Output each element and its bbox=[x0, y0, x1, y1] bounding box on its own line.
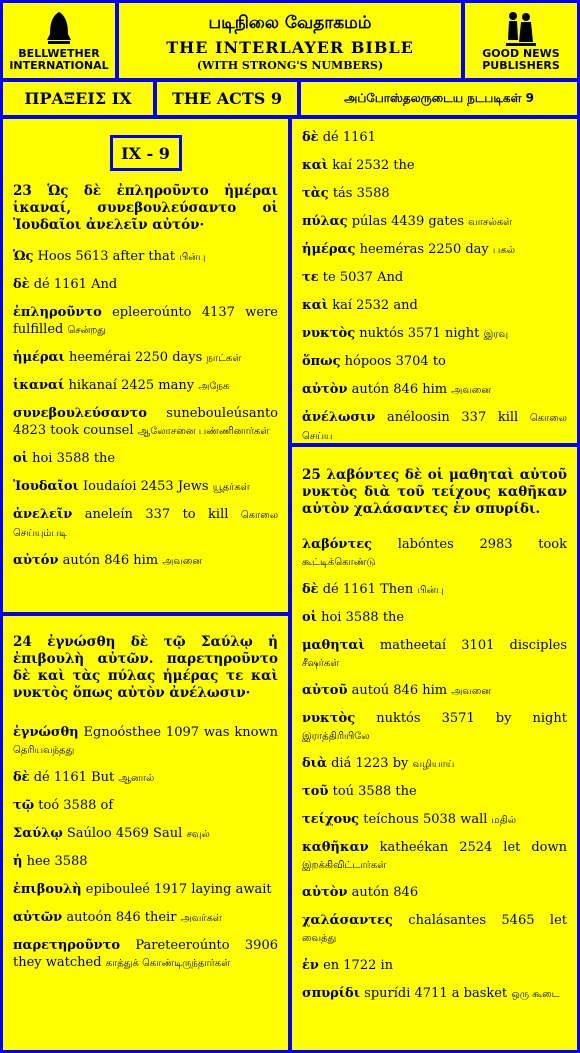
word-entry bbox=[302, 839, 567, 874]
greek-word: δὲ bbox=[13, 770, 30, 785]
transliteration: aneleín 337 to kill bbox=[84, 507, 229, 522]
word-entry bbox=[13, 853, 278, 871]
greek-word: ἐπιβουλὴ bbox=[13, 882, 82, 897]
transliteration: katheékan 2524 let down bbox=[379, 840, 567, 855]
transliteration: toó 3588 of bbox=[38, 798, 114, 813]
transliteration: Egnoósthee 1097 was known bbox=[83, 725, 278, 740]
greek-word: Ἰουδαῖοι bbox=[13, 479, 79, 494]
subtitle: (WITH STRONG'S NUMBERS) bbox=[196, 59, 384, 72]
verse-23-panel bbox=[3, 119, 288, 612]
greek-word: οἱ bbox=[302, 610, 317, 625]
verse-23-entries bbox=[13, 248, 278, 570]
word-entry bbox=[13, 478, 278, 496]
word-entry bbox=[302, 325, 567, 343]
word-entry bbox=[302, 269, 567, 287]
transliteration: matheetaí 3101 disciples bbox=[379, 638, 567, 653]
transliteration: nuktós 3571 by night bbox=[376, 711, 567, 726]
greek-word: ἀνέλωσιν bbox=[302, 410, 376, 425]
transliteration: dé 1161 But bbox=[33, 770, 115, 785]
greek-word: δὲ bbox=[13, 277, 30, 292]
transliteration: epibouleé 1917 laying await bbox=[85, 882, 272, 897]
greek-word: ἐγνώσθη bbox=[13, 725, 79, 740]
word-entry bbox=[302, 536, 567, 571]
transliteration: kaí 2532 and bbox=[332, 298, 418, 313]
word-entry bbox=[302, 213, 567, 231]
transliteration: autón 846 bbox=[351, 885, 419, 900]
greek-word: ἐπληροῦντο bbox=[13, 305, 102, 320]
greek-word: Σαύλῳ bbox=[13, 826, 63, 841]
greek-word: αὐτὸν bbox=[302, 885, 348, 900]
transliteration: te 5037 And bbox=[322, 270, 404, 285]
tamil-gloss: பகல் bbox=[492, 245, 516, 256]
word-entry bbox=[13, 276, 278, 294]
transliteration: autón 846 him bbox=[62, 553, 159, 568]
tamil-gloss: இறக்கிவிட்டார்கள் bbox=[302, 860, 387, 871]
transliteration: suneboulеúsanto 4823 took counsel bbox=[13, 406, 278, 438]
tamil-gloss: பின்பு bbox=[417, 585, 444, 596]
verse-23-text: 23 Ὡς δὲ ἐπληροῦντο ἡμέραι ἱκαναί, συνεβουλεύσαντο οἱ Ἰουδαῖοι ἀνελεῖν αὐτόν· bbox=[13, 183, 278, 233]
tamil-book-title: அப்போஸ்தலருடைய நடபடிகள் 9 bbox=[301, 82, 577, 115]
word-entry bbox=[302, 811, 567, 829]
english-title: THE INTERLAYER BIBLE bbox=[166, 38, 414, 57]
tamil-gloss: சவுல் bbox=[186, 829, 210, 840]
greek-word: ἐν bbox=[302, 958, 319, 973]
verse-25-entries bbox=[302, 536, 567, 1003]
greek-word: οἱ bbox=[13, 451, 28, 466]
transliteration: epleeroúnto 4137 were fulfilled bbox=[13, 305, 278, 337]
word-entry bbox=[13, 304, 278, 339]
word-entry bbox=[13, 506, 278, 542]
figures-icon bbox=[504, 10, 538, 48]
tamil-gloss: பின்பு bbox=[179, 252, 206, 263]
greek-word: Ὡς bbox=[13, 249, 34, 264]
transliteration: toú 3588 the bbox=[332, 784, 417, 799]
word-entry bbox=[302, 129, 567, 147]
greek-word: αὐτῶν bbox=[13, 910, 63, 925]
transliteration: tás 3588 bbox=[332, 186, 390, 201]
tamil-gloss: கொலை செய்யும்படி bbox=[13, 510, 279, 539]
transliteration: dé 1161 Then bbox=[322, 582, 414, 597]
word-entry bbox=[13, 450, 278, 468]
tamil-gloss: இரவு bbox=[483, 329, 509, 340]
tamil-gloss: கொலை செய்ய bbox=[302, 413, 567, 442]
tamil-gloss: அவனை bbox=[451, 385, 492, 396]
transliteration: heeméras 2250 day bbox=[359, 242, 489, 257]
word-entry bbox=[302, 381, 567, 399]
transliteration: teíchous 5038 wall bbox=[363, 812, 488, 827]
greek-word: αὐτοῦ bbox=[302, 683, 348, 698]
word-entry bbox=[13, 248, 278, 266]
verse-24-entries bbox=[13, 724, 278, 972]
transliteration: chalásantes 5465 let bbox=[408, 913, 567, 928]
tamil-gloss: மதில் bbox=[491, 815, 517, 826]
greek-word: ὅπως bbox=[302, 354, 341, 369]
greek-word: τῷ bbox=[13, 798, 35, 813]
transliteration: Saúloo 4569 Saul bbox=[66, 826, 183, 841]
transliteration: Ioudaíoi 2453 Jews bbox=[82, 479, 209, 494]
word-entry bbox=[302, 755, 567, 773]
bell-icon bbox=[44, 10, 74, 48]
word-entry bbox=[302, 985, 567, 1003]
transliteration: heemérai 2250 days bbox=[68, 350, 203, 365]
word-entry bbox=[302, 957, 567, 975]
verse-24-text: 24 ἐγνώσθη δὲ τῷ Σαύλῳ ἡ ἐπιβουλὴ αὐτῶν. παρετηροῦντο δὲ καὶ τὰς πύλας ἡμέρας τε καὶ νυκτὸς ὅπως αὐτὸν ἀνέλωσιν· bbox=[13, 634, 278, 701]
left-logo-line1: BELLWETHER bbox=[18, 46, 100, 60]
tamil-gloss: காத்துக் கொண்டிருந்தார்கள் bbox=[105, 958, 231, 969]
transliteration: anéloosin 337 kill bbox=[386, 410, 519, 425]
tamil-gloss: அவனை bbox=[451, 686, 492, 697]
transliteration: diá 1223 by bbox=[331, 756, 409, 771]
word-entry bbox=[13, 881, 278, 899]
greek-word: συνεβουλεύσαντο bbox=[13, 406, 147, 421]
transliteration: nuktós 3571 night bbox=[359, 326, 480, 341]
transliteration: púlas 4439 gates bbox=[351, 214, 465, 229]
word-entry bbox=[302, 884, 567, 902]
greek-word: τὰς bbox=[302, 186, 329, 201]
transliteration: Pareteeroúnto 3906 they watched bbox=[13, 938, 278, 970]
tamil-gloss: சீஷர்கள் bbox=[302, 658, 340, 669]
transliteration: dé 1161 bbox=[322, 130, 376, 145]
greek-word: διὰ bbox=[302, 756, 327, 771]
greek-word: πύλας bbox=[302, 214, 348, 229]
transliteration: hoi 3588 the bbox=[321, 610, 405, 625]
word-entry bbox=[302, 185, 567, 203]
word-entry bbox=[13, 405, 278, 440]
chapter-label: IX - 9 bbox=[110, 135, 182, 171]
word-entry bbox=[13, 349, 278, 367]
tamil-gloss: அவர்கள் bbox=[180, 913, 222, 924]
greek-word: μαθηταὶ bbox=[302, 638, 365, 653]
transliteration: autón 846 him bbox=[351, 382, 448, 397]
english-book-title: THE ACTS 9 bbox=[157, 82, 297, 115]
word-entry bbox=[13, 552, 278, 570]
word-entry bbox=[302, 637, 567, 672]
transliteration: autoón 846 their bbox=[66, 910, 177, 925]
good-news-logo bbox=[465, 3, 577, 78]
word-entry bbox=[302, 297, 567, 315]
greek-word: νυκτὸς bbox=[302, 711, 356, 726]
word-entry bbox=[302, 783, 567, 801]
greek-book-title: ΠΡΑΞΕΙΣ IX bbox=[3, 82, 153, 115]
greek-word: ἡ bbox=[13, 854, 23, 869]
greek-word: τε bbox=[302, 270, 319, 285]
greek-word: καὶ bbox=[302, 158, 329, 173]
word-entry bbox=[13, 825, 278, 843]
verse-24-panel bbox=[3, 616, 288, 1050]
transliteration: autoú 846 him bbox=[351, 683, 448, 698]
tamil-gloss: இராத்திரியிலே bbox=[302, 731, 370, 742]
verse-24-continued-panel bbox=[292, 119, 577, 443]
tamil-gloss: கூட்டிக்கொண்டு bbox=[302, 557, 376, 568]
greek-word: καὶ bbox=[302, 298, 329, 313]
verse-24-continued-entries bbox=[302, 129, 567, 445]
transliteration: en 1722 in bbox=[323, 958, 394, 973]
word-entry bbox=[13, 724, 278, 759]
verse-25-panel bbox=[292, 447, 577, 1050]
word-entry bbox=[302, 353, 567, 371]
tamil-gloss: யூதர்கள் bbox=[212, 482, 250, 493]
word-entry bbox=[13, 909, 278, 927]
greek-word: τείχους bbox=[302, 812, 360, 827]
tamil-gloss: நாட்கள் bbox=[206, 353, 242, 364]
word-entry bbox=[13, 769, 278, 787]
word-entry bbox=[13, 797, 278, 815]
right-logo-line2: PUBLISHERS bbox=[482, 58, 560, 72]
transliteration: Hoos 5613 after that bbox=[37, 249, 176, 264]
transliteration: hoi 3588 the bbox=[32, 451, 116, 466]
word-entry bbox=[302, 609, 567, 627]
tamil-gloss: வைத்து bbox=[302, 933, 337, 944]
greek-word: χαλάσαντες bbox=[302, 913, 393, 928]
tamil-gloss: அநேக bbox=[198, 381, 230, 392]
word-entry bbox=[302, 682, 567, 700]
right-logo-line1: GOOD NEWS bbox=[482, 46, 560, 60]
greek-word: αὐτόν bbox=[13, 553, 59, 568]
title-block bbox=[119, 3, 461, 78]
greek-word: ἡμέραι bbox=[13, 350, 65, 365]
greek-word: λαβόντες bbox=[302, 537, 373, 552]
greek-word: ἱκαναί bbox=[13, 378, 65, 393]
greek-word: παρετηροῦντο bbox=[13, 938, 121, 953]
transliteration: hópoos 3704 to bbox=[344, 354, 446, 369]
tamil-gloss: ஆனால் bbox=[118, 773, 155, 784]
greek-word: ἀνελεῖν bbox=[13, 507, 73, 522]
tamil-gloss: சென்றது bbox=[67, 325, 106, 336]
greek-word: αὐτὸν bbox=[302, 382, 348, 397]
word-entry bbox=[13, 377, 278, 395]
transliteration: dé 1161 And bbox=[33, 277, 118, 292]
word-entry bbox=[302, 157, 567, 175]
tamil-gloss: வழியாய் bbox=[412, 759, 455, 770]
tamil-gloss: ஆலோசனை பண்ணினார்கள் bbox=[137, 426, 270, 437]
greek-word: δὲ bbox=[302, 582, 319, 597]
transliteration: hee 3588 bbox=[26, 854, 88, 869]
tamil-gloss: வாசல்கள் bbox=[468, 217, 513, 228]
word-entry bbox=[302, 581, 567, 599]
greek-word: ἡμέρας bbox=[302, 242, 356, 257]
word-entry bbox=[13, 937, 278, 972]
tamil-gloss: ஒரு கூடை bbox=[511, 989, 560, 1000]
tamil-gloss: அவனை bbox=[162, 556, 203, 567]
greek-word: νυκτὸς bbox=[302, 326, 356, 341]
transliteration: kaí 2532 the bbox=[332, 158, 415, 173]
word-entry bbox=[302, 409, 567, 445]
greek-word: τοῦ bbox=[302, 784, 329, 799]
word-entry bbox=[302, 710, 567, 745]
greek-word: σπυρίδι bbox=[302, 986, 361, 1001]
greek-word: δὲ bbox=[302, 130, 319, 145]
verse-25-text: 25 λαβόντες δὲ οἱ μαθηταὶ αὐτοῦ νυκτὸς διὰ τοῦ τείχους καθῆκαν αὐτὸν χαλάσαντες ἐν σπυρίδι. bbox=[302, 467, 567, 517]
tamil-title: படிநிலை வேதாகமம் bbox=[208, 13, 372, 33]
left-logo-line2: INTERNATIONAL bbox=[9, 58, 109, 72]
word-entry bbox=[302, 912, 567, 947]
transliteration: spurídi 4711 a basket bbox=[364, 986, 508, 1001]
tamil-gloss: தெரியவந்தது bbox=[13, 745, 75, 756]
greek-word: καθῆκαν bbox=[302, 840, 369, 855]
bellwether-logo bbox=[3, 3, 115, 78]
transliteration: hikanaí 2425 many bbox=[68, 378, 195, 393]
transliteration: labóntes 2983 took bbox=[397, 537, 568, 552]
word-entry bbox=[302, 241, 567, 259]
